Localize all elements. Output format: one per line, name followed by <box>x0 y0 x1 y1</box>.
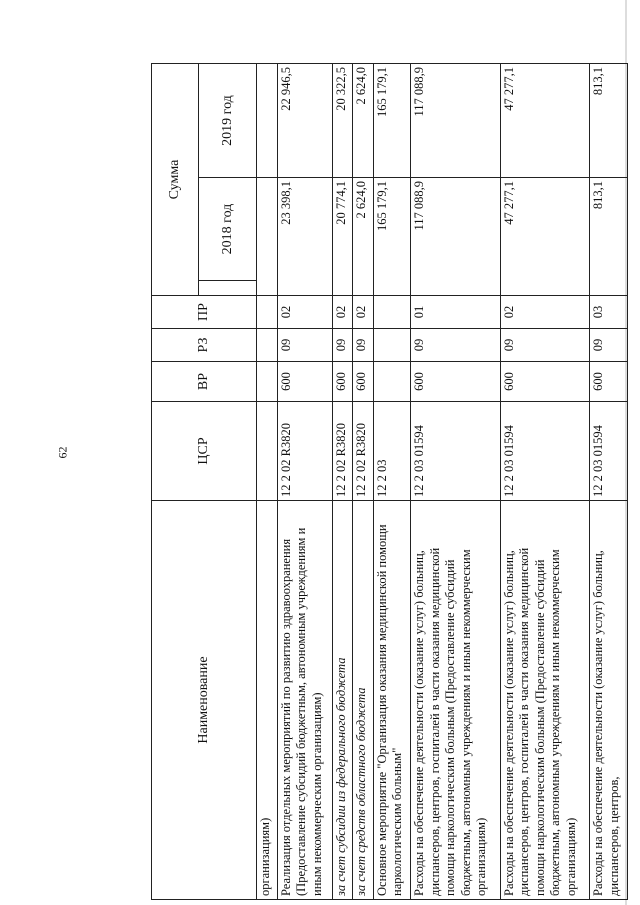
header-csr: ЦСР <box>152 402 257 501</box>
cell-rz: 09 <box>277 329 332 362</box>
cell-vr: 600 <box>332 362 353 402</box>
cell-rz: 09 <box>590 329 628 362</box>
cell-2019: 22 946,5 <box>277 63 332 177</box>
cell-2019: 117 088,9 <box>411 63 500 177</box>
cell-csr: 12 2 02 R3820 <box>277 402 332 501</box>
cell-name: организациям) <box>257 501 278 900</box>
cell-2018: 117 088,9 <box>411 178 500 296</box>
cell-csr: 12 2 03 <box>373 402 411 501</box>
cell-pr: 02 <box>332 296 353 329</box>
header-rz: РЗ <box>152 329 257 362</box>
budget-table <box>151 63 628 900</box>
header-2019: 2019 год <box>199 63 257 177</box>
cell-rz: 09 <box>500 329 589 362</box>
cell-2018: 165 179,1 <box>373 178 411 296</box>
cell-rz <box>257 329 278 362</box>
cell-name: Расходы на обеспечение деятельности (оказание услуг) больниц, диспансеров, центров, <box>590 501 628 900</box>
cell-csr: 12 2 02 R3820 <box>353 402 374 501</box>
cell-name: за счет средств областного бюджета <box>353 501 374 900</box>
cell-rz: 09 <box>353 329 374 362</box>
cell-vr <box>373 362 411 402</box>
header-2018: 2018 год <box>199 178 257 281</box>
cell-pr <box>257 296 278 329</box>
header-vr: ВР <box>152 362 257 402</box>
cell-vr: 600 <box>277 362 332 402</box>
cell-rz: 09 <box>332 329 353 362</box>
header-blank <box>199 281 257 296</box>
table-row <box>500 63 589 899</box>
cell-vr: 600 <box>590 362 628 402</box>
cell-2019 <box>257 63 278 177</box>
cell-2019: 165 179,1 <box>373 63 411 177</box>
cell-2019: 20 322,5 <box>332 63 353 177</box>
cell-2018: 2 624,0 <box>353 178 374 296</box>
cell-vr <box>257 362 278 402</box>
cell-pr: 02 <box>277 296 332 329</box>
cell-rz: 09 <box>411 329 500 362</box>
cell-2019: 47 277,1 <box>500 63 589 177</box>
cell-name: Реализация отдельных мероприятий по развитию здравоохранения (Предоставление субсидий бюджетным, автономным учреждениям и иным некоммерческим организациям) <box>277 501 332 900</box>
table-row <box>353 63 374 899</box>
table-row <box>257 63 278 899</box>
header-sum: Сумма <box>152 63 199 295</box>
table-row <box>411 63 500 899</box>
cell-2018: 813,1 <box>590 178 628 296</box>
table-row <box>590 63 628 899</box>
cell-name: Расходы на обеспечение деятельности (оказание услуг) больниц, диспансеров, центров, госпиталей в части оказания медицинской помощи наркологическим больным (Предоставление субсидий бюджетным, автономным учреждениям и иным некоммерческим организациям) <box>411 501 500 900</box>
cell-2018: 47 277,1 <box>500 178 589 296</box>
page-number: 62 <box>55 446 70 459</box>
table-row <box>277 63 332 899</box>
cell-csr: 12 2 03 01594 <box>500 402 589 501</box>
cell-vr: 600 <box>353 362 374 402</box>
cell-pr: 02 <box>353 296 374 329</box>
cell-pr: 01 <box>411 296 500 329</box>
table-row <box>332 63 353 899</box>
cell-vr: 600 <box>500 362 589 402</box>
budget-table-container <box>151 64 628 900</box>
cell-pr: 02 <box>500 296 589 329</box>
cell-csr: 12 2 02 R3820 <box>332 402 353 501</box>
cell-pr <box>373 296 411 329</box>
cell-csr: 12 2 03 01594 <box>590 402 628 501</box>
table-row <box>373 63 411 899</box>
cell-name: за счет субсидии из федерального бюджета <box>332 501 353 900</box>
cell-csr: 12 2 03 01594 <box>411 402 500 501</box>
cell-2018: 20 774,1 <box>332 178 353 296</box>
cell-2019: 2 624,0 <box>353 63 374 177</box>
cell-name: Расходы на обеспечение деятельности (оказание услуг) больниц, диспансеров, центров, госпиталей в части оказания медицинской помощи наркологическим больным (Предоставление субсидий бюджетным, автономным учреждениям и иным некоммерческим организациям) <box>500 501 589 900</box>
cell-pr: 03 <box>590 296 628 329</box>
cell-vr: 600 <box>411 362 500 402</box>
cell-name: Основное мероприятие "Организация оказания медицинской помощи наркологическим больным" <box>373 501 411 900</box>
header-name: Наименование <box>152 501 257 900</box>
cell-2019: 813,1 <box>590 63 628 177</box>
cell-2018 <box>257 178 278 296</box>
cell-2018: 23 398,1 <box>277 178 332 296</box>
header-pr: ПР <box>152 296 257 329</box>
cell-rz <box>373 329 411 362</box>
cell-csr <box>257 402 278 501</box>
